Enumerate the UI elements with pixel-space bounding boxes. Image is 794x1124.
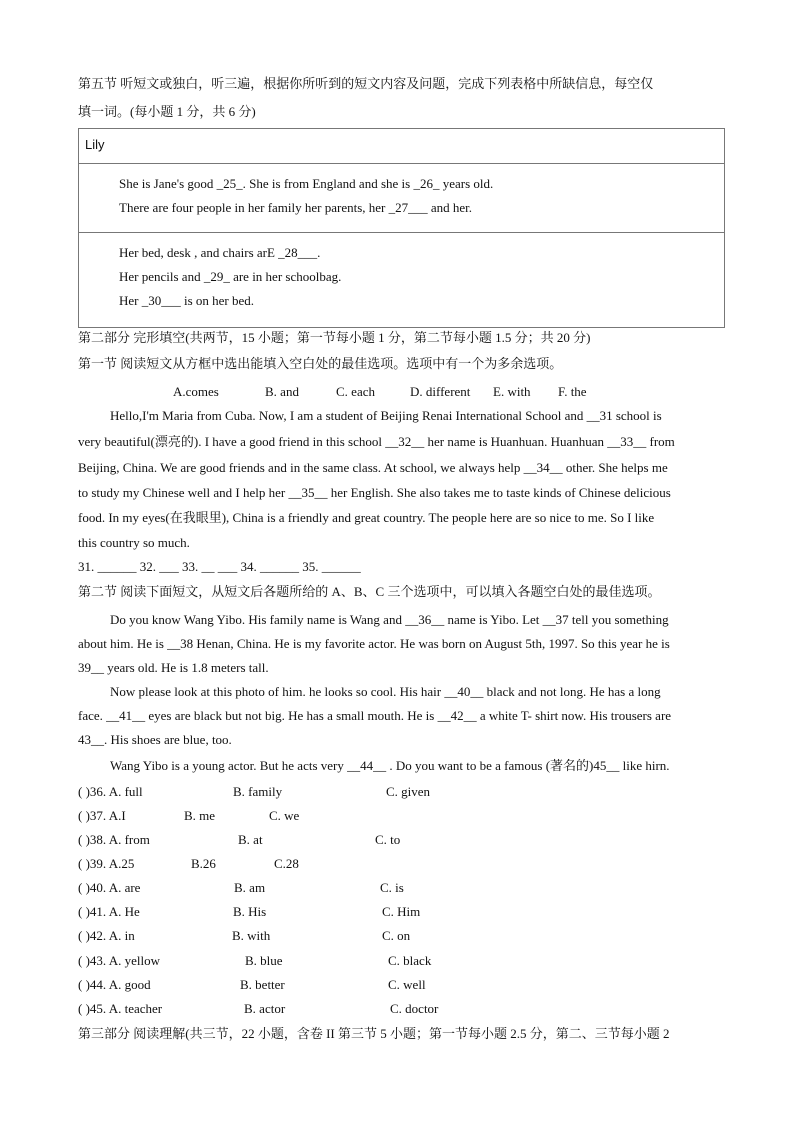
passage-line: Now please look at this photo of him. he looks so cool. His hair __40__ black and not long. He has a long bbox=[110, 684, 661, 699]
option-c: C. doctor bbox=[390, 1001, 439, 1016]
section5-instruction-line1: 第五节 听短文或独白，听三遍，根据你所听到的短文内容及问题，完成下列表格中所缺信息，每空仅 bbox=[78, 76, 654, 91]
table-row bbox=[79, 163, 724, 232]
option-b: B.26 bbox=[191, 856, 216, 871]
passage-line: Do you know Wang Yibo. His family name is Wang and __36__ name is Yibo. Let __37 tell you something bbox=[110, 612, 669, 627]
section1-title: 第一节 阅读短文从方框中选出能填入空白处的最佳选项。选项中有一个为多余选项。 bbox=[78, 356, 563, 371]
option-b: B. actor bbox=[244, 1001, 286, 1016]
question-stem: ( )43. A. yellow bbox=[78, 953, 160, 968]
table-line: She is Jane's good _25_. She is from England and she is _26_ years old. bbox=[119, 176, 494, 191]
option-b: B. blue bbox=[245, 953, 283, 968]
answer-blanks: 31. ______ 32. ___ 33. __ ___ 34. ______ 35. ______ bbox=[78, 559, 361, 574]
table-row bbox=[79, 232, 724, 329]
option: F. the bbox=[558, 384, 587, 399]
passage-line: very beautiful(漂亮的). I have a good friend in this school __32__ her name is Huanhuan. Huanhuan __33__ from bbox=[78, 434, 675, 449]
option-c: C. to bbox=[375, 832, 401, 847]
table-header: Lily bbox=[85, 137, 105, 152]
option-b: B. with bbox=[232, 928, 271, 943]
option-b: B. at bbox=[238, 832, 263, 847]
question-stem: ( )40. A. are bbox=[78, 880, 141, 895]
option-c: C. on bbox=[382, 928, 411, 943]
option: A.comes bbox=[173, 384, 219, 399]
option-c: C. Him bbox=[382, 904, 421, 919]
table-line: Her pencils and _29_ are in her schoolbag. bbox=[119, 269, 342, 284]
option-b: B. me bbox=[184, 808, 216, 823]
passage-line: face. __41__ eyes are black but not big. He has a small mouth. He is __42__ a white T- shirt now. His trousers are bbox=[78, 708, 672, 723]
question-stem: ( )44. A. good bbox=[78, 977, 151, 992]
passage-line: food. In my eyes(在我眼里), China is a friendly and great country. The people here are so nice to me. So I like bbox=[78, 510, 655, 525]
question-stem: ( )45. A. teacher bbox=[78, 1001, 163, 1016]
part2-title: 第二部分 完形填空(共两节，15 小题；第一节每小题 1 分，第二节每小题 1.5 分；共 20 分) bbox=[78, 330, 591, 345]
option: B. and bbox=[265, 384, 299, 399]
question-stem: ( )39. A.25 bbox=[78, 856, 135, 871]
passage-line: this country so much. bbox=[78, 535, 190, 550]
part3-title: 第三部分 阅读理解(共三节，22 小题，含卷 II 第三节 5 小题；第一节每小题 2.5 分，第二、三节每小题 2 bbox=[78, 1026, 670, 1041]
option-b: B. family bbox=[233, 784, 283, 799]
table-line: There are four people in her family her parents, her _27___ and her. bbox=[119, 200, 473, 215]
info-table bbox=[78, 128, 725, 328]
question-stem: ( )42. A. in bbox=[78, 928, 135, 943]
option-b: B. His bbox=[233, 904, 267, 919]
option-c: C. is bbox=[380, 880, 404, 895]
option-c: C.28 bbox=[274, 856, 299, 871]
option-c: C. we bbox=[269, 808, 300, 823]
option-b: B. am bbox=[234, 880, 266, 895]
option-c: C. given bbox=[386, 784, 431, 799]
passage-line: about him. He is __38 Henan, China. He is my favorite actor. He was born on August 5th, 1997. So this year he is bbox=[78, 636, 670, 651]
option-c: C. well bbox=[388, 977, 426, 992]
option: E. with bbox=[493, 384, 531, 399]
section2-title: 第二节 阅读下面短文，从短文后各题所给的 A、B、C 三个选项中，可以填入各题空白处的最佳选项。 bbox=[78, 584, 661, 599]
passage-line: 39__ years old. He is 1.8 meters tall. bbox=[78, 660, 269, 675]
table-line: Her bed, desk , and chairs arE _28___. bbox=[119, 245, 321, 260]
question-stem: ( )37. A.I bbox=[78, 808, 126, 823]
passage-line: Wang Yibo is a young actor. But he acts very __44__ . Do you want to be a famous (著名的)45__ like hirn. bbox=[110, 758, 670, 773]
option: D. different bbox=[410, 384, 471, 399]
question-stem: ( )38. A. from bbox=[78, 832, 150, 847]
question-stem: ( )36. A. full bbox=[78, 784, 143, 799]
option: C. each bbox=[336, 384, 375, 399]
question-stem: ( )41. A. He bbox=[78, 904, 140, 919]
section5-instruction-line2: 填一词。(每小题 1 分，共 6 分) bbox=[78, 104, 256, 119]
passage-line: 43__. His shoes are blue, too. bbox=[78, 732, 232, 747]
option-b: B. better bbox=[240, 977, 285, 992]
option-c: C. black bbox=[388, 953, 432, 968]
passage-line: to study my Chinese well and I help her __35__ her English. She also takes me to taste kinds of Chinese delicious bbox=[78, 485, 671, 500]
passage-line: Beijing, China. We are good friends and in the same class. At school, we always help __34__ other. She helps me bbox=[78, 460, 668, 475]
table-line: Her _30___ is on her bed. bbox=[119, 293, 255, 308]
passage-line: Hello,I'm Maria from Cuba. Now, I am a student of Beijing Renai International School and __31 school is bbox=[110, 408, 662, 423]
